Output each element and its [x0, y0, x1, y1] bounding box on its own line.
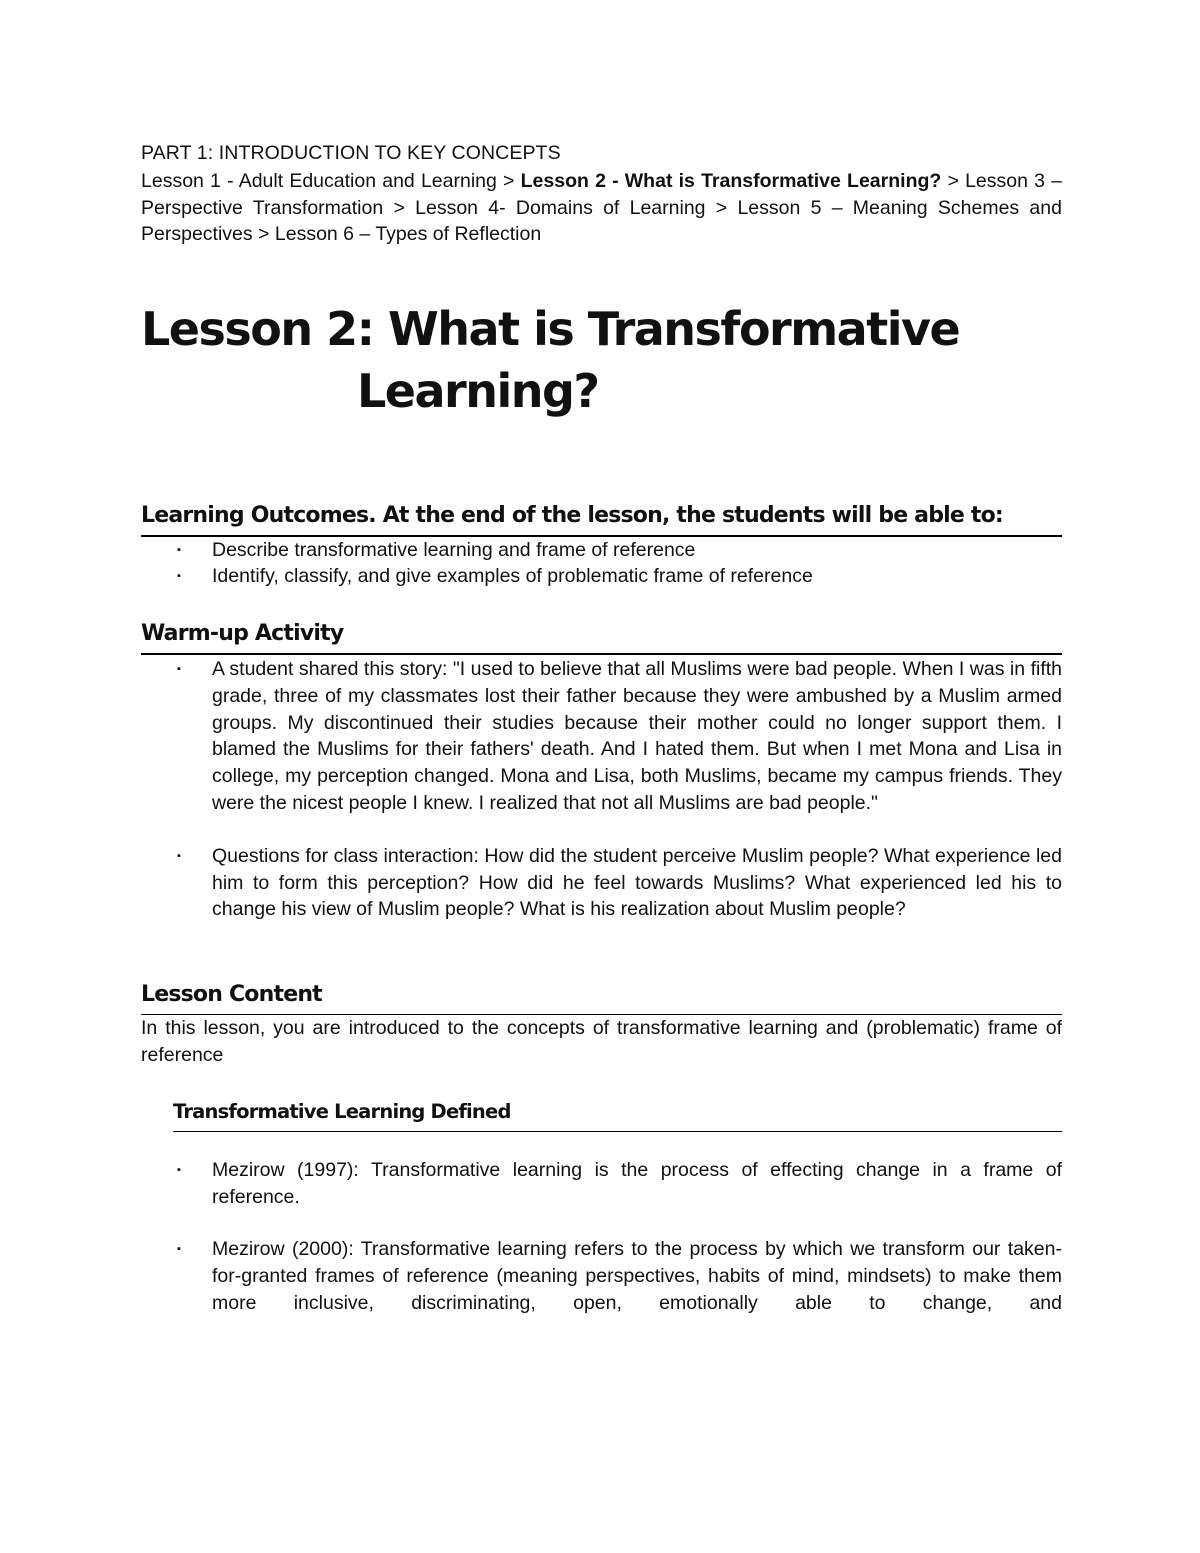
- list-item: [141, 563, 1062, 590]
- lesson-title-line-2: Learning?: [357, 363, 599, 418]
- breadcrumb-separator: >: [705, 196, 738, 219]
- lesson-content-heading: Lesson Content: [141, 981, 1062, 1015]
- breadcrumb-separator: >: [941, 170, 966, 192]
- breadcrumb-lesson-2-current: Lesson 2 - What is Transformative Learning?: [520, 170, 942, 192]
- learning-outcomes-heading: Learning Outcomes. At the end of the lesson, the students will be able to:: [141, 502, 1062, 537]
- breadcrumb-lesson-1: Lesson 1 - Adult Education and Learning: [141, 170, 497, 192]
- breadcrumb-lesson-3: Lesson 3 – Perspective Transformation: [141, 170, 1063, 219]
- definitions-list: [173, 1157, 1062, 1317]
- bullet-square-icon: ▪: [177, 849, 181, 862]
- part-title: PART 1: INTRODUCTION TO KEY CONCEPTS: [141, 142, 561, 164]
- list-item-text: Describe transformative learning and frame of reference: [212, 538, 696, 561]
- breadcrumb-separator: >: [252, 223, 275, 245]
- lesson-content-intro: In this lesson, you are introduced to the concepts of transformative learning and (problematic) frame of reference: [141, 1017, 1062, 1067]
- breadcrumb-lesson-6: Lesson 6 – Types of Reflection: [274, 223, 542, 245]
- bullet-square-icon: ▪: [177, 543, 181, 556]
- list-item: [173, 1236, 1062, 1316]
- warm-up-list: [141, 656, 1062, 923]
- breadcrumb-lesson-5: Lesson 5 – Meaning Schemes and Perspectives: [141, 196, 1062, 245]
- breadcrumb-separator: >: [496, 170, 521, 192]
- list-item-text: Mezirow (2000): Transformative learning refers to the process by which we transform our taken-for-granted frames of reference (meaning perspectives, habits of mind, mindsets) to make them more inclusive, discriminating, open, emotionally able to change, and: [212, 1238, 1062, 1315]
- list-item: [141, 843, 1062, 923]
- list-item: [173, 1157, 1062, 1211]
- learning-outcomes-section: [141, 502, 1062, 591]
- transformative-learning-defined-section: [173, 1099, 1062, 1317]
- bullet-square-icon: ▪: [177, 570, 181, 583]
- learning-outcomes-list: [141, 537, 1062, 591]
- list-item-text: Questions for class interaction: How did the student perceive Muslim people? What experience led him to form this perception? How did he feel towards Muslims? What experienced led his to change his view of Muslim people? What is his realization about Muslim people?: [212, 844, 1062, 921]
- bullet-square-icon: ▪: [177, 1243, 181, 1256]
- warm-up-heading: Warm-up Activity: [141, 620, 1062, 655]
- list-item: [141, 656, 1062, 817]
- list-item: [141, 537, 1062, 564]
- breadcrumb: [141, 168, 1062, 248]
- lesson-title-line-1: Lesson 2: What is Transformative: [141, 301, 960, 356]
- list-item-text: Identify, classify, and give examples of problematic frame of reference: [212, 565, 813, 588]
- document-page: [141, 140, 1062, 1317]
- list-item-text: A student shared this story: "I used to believe that all Muslims were bad people. When I was in fifth grade, three of my classmates lost their father because they were ambushed by a Muslim armed groups. My discontinued their studies because their mother could no longer support them. I blamed the Muslims for their fathers' death. And I hated them. But when I met Mona and Lisa in college, my perception changed. Mona and Lisa, both Muslims, became my campus friends. They were the nicest people I knew. I realized that not all Muslims are bad people.": [212, 658, 1062, 815]
- list-item-text: Mezirow (1997): Transformative learning is the process of effecting change in a frame of reference.: [212, 1158, 1062, 1208]
- bullet-square-icon: ▪: [177, 1163, 181, 1176]
- bullet-square-icon: ▪: [177, 663, 181, 676]
- warm-up-section: [141, 620, 1062, 923]
- lesson-title: [141, 298, 1062, 422]
- breadcrumb-lesson-4: Lesson 4- Domains of Learning: [415, 196, 706, 219]
- transformative-learning-defined-heading: Transformative Learning Defined: [173, 1099, 1062, 1132]
- breadcrumb-separator: >: [383, 196, 416, 219]
- lesson-content-section: [141, 981, 1062, 1317]
